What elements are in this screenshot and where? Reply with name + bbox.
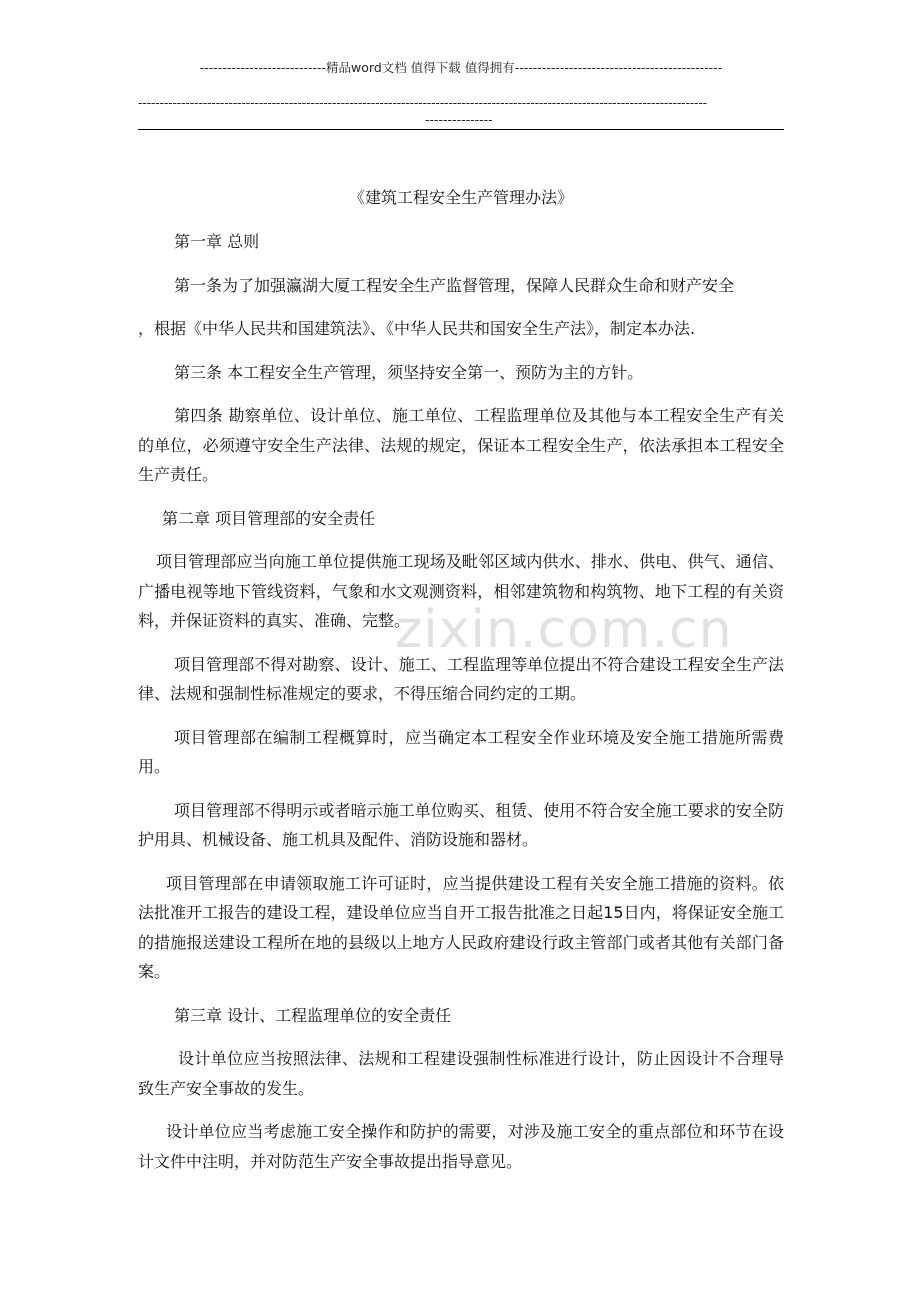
paragraph: 项目管理部不得对勘察、设计、施工、工程监理等单位提出不符合建设工程安全生产法律、法规和强制性标准规定的要求，不得压缩合同约定的工期。 <box>138 654 784 703</box>
paragraph: 设计单位应当按照法律、法规和工程建设强制性标准进行设计，防止因设计不合理导致生产安全事故的发生。 <box>138 1049 784 1098</box>
paragraph: 第一条为了加强瀛湖大厦工程安全生产监督管理，保障人民群众生命和财产安全 <box>174 275 735 295</box>
document-title: 《建筑工程安全生产管理办法》 <box>348 188 573 207</box>
paragraph: ，根据《中华人民共和国建筑法》、《中华人民共和国安全生产法》，制定本办法. <box>138 319 696 338</box>
chapter-heading: 第二章 项目管理部的安全责任 <box>162 508 376 528</box>
paragraph: 项目管理部在申请领取施工许可证时，应当提供建设工程有关安全施工措施的资料。依法批准开工报告的建设工程，建设单位应当自开工报告批准之日起15日内，将保证安全施工的措施报送建设工程所在地的县级以上地方人民政府建设行政主管部门或者其他有关部门备案。 <box>138 873 784 981</box>
paragraph: 第三条 本工程安全生产管理，须坚持安全第一、预防为主的方针。 <box>174 362 644 382</box>
watermark: zixin.com.cn <box>395 600 733 660</box>
document-body <box>138 184 784 1190</box>
paragraph: 设计单位应当考虑施工安全操作和防护的需要，对涉及施工安全的重点部位和环节在设计文件中注明，并对防范生产安全事故提出指导意见。 <box>138 1122 784 1171</box>
chapter-heading: 第一章 总则 <box>174 232 260 251</box>
paragraph: 项目管理部不得明示或者暗示施工单位购买、租赁、使用不符合安全施工要求的安全防护用具、机械设备、施工机具及配件、消防设施和器材。 <box>138 800 784 849</box>
paragraph: 项目管理部应当向施工单位提供施工现场及毗邻区域内供水、排水、供电、供气、通信、广播电视等地下管线资料，气象和水文观测资料，相邻建筑物和构筑物、地下工程的有关资料，并保证资料的真实、准确、完整。 <box>138 552 784 630</box>
header-divider <box>138 129 784 130</box>
paragraph: 项目管理部在编制工程概算时，应当确定本工程安全作业环境及安全施工措施所需费用。 <box>138 727 784 776</box>
header-dash-line-tail: --------------- <box>425 112 493 127</box>
header-dash-line: ------------------------------------------------------------------------------------------------------------------------------------ <box>138 95 707 110</box>
paragraph: 第四条 勘察单位、设计单位、施工单位、工程监理单位及其他与本工程安全生产有关的单位，必须遵守安全生产法律、法规的规定，保证本工程安全生产，依法承担本工程安全生产责任。 <box>138 406 784 484</box>
chapter-heading: 第三章 设计、工程监理单位的安全责任 <box>174 1005 452 1025</box>
header-banner: ----------------------------精品word文档 值得下载 值得拥有---------------------------------------------- <box>199 60 723 75</box>
